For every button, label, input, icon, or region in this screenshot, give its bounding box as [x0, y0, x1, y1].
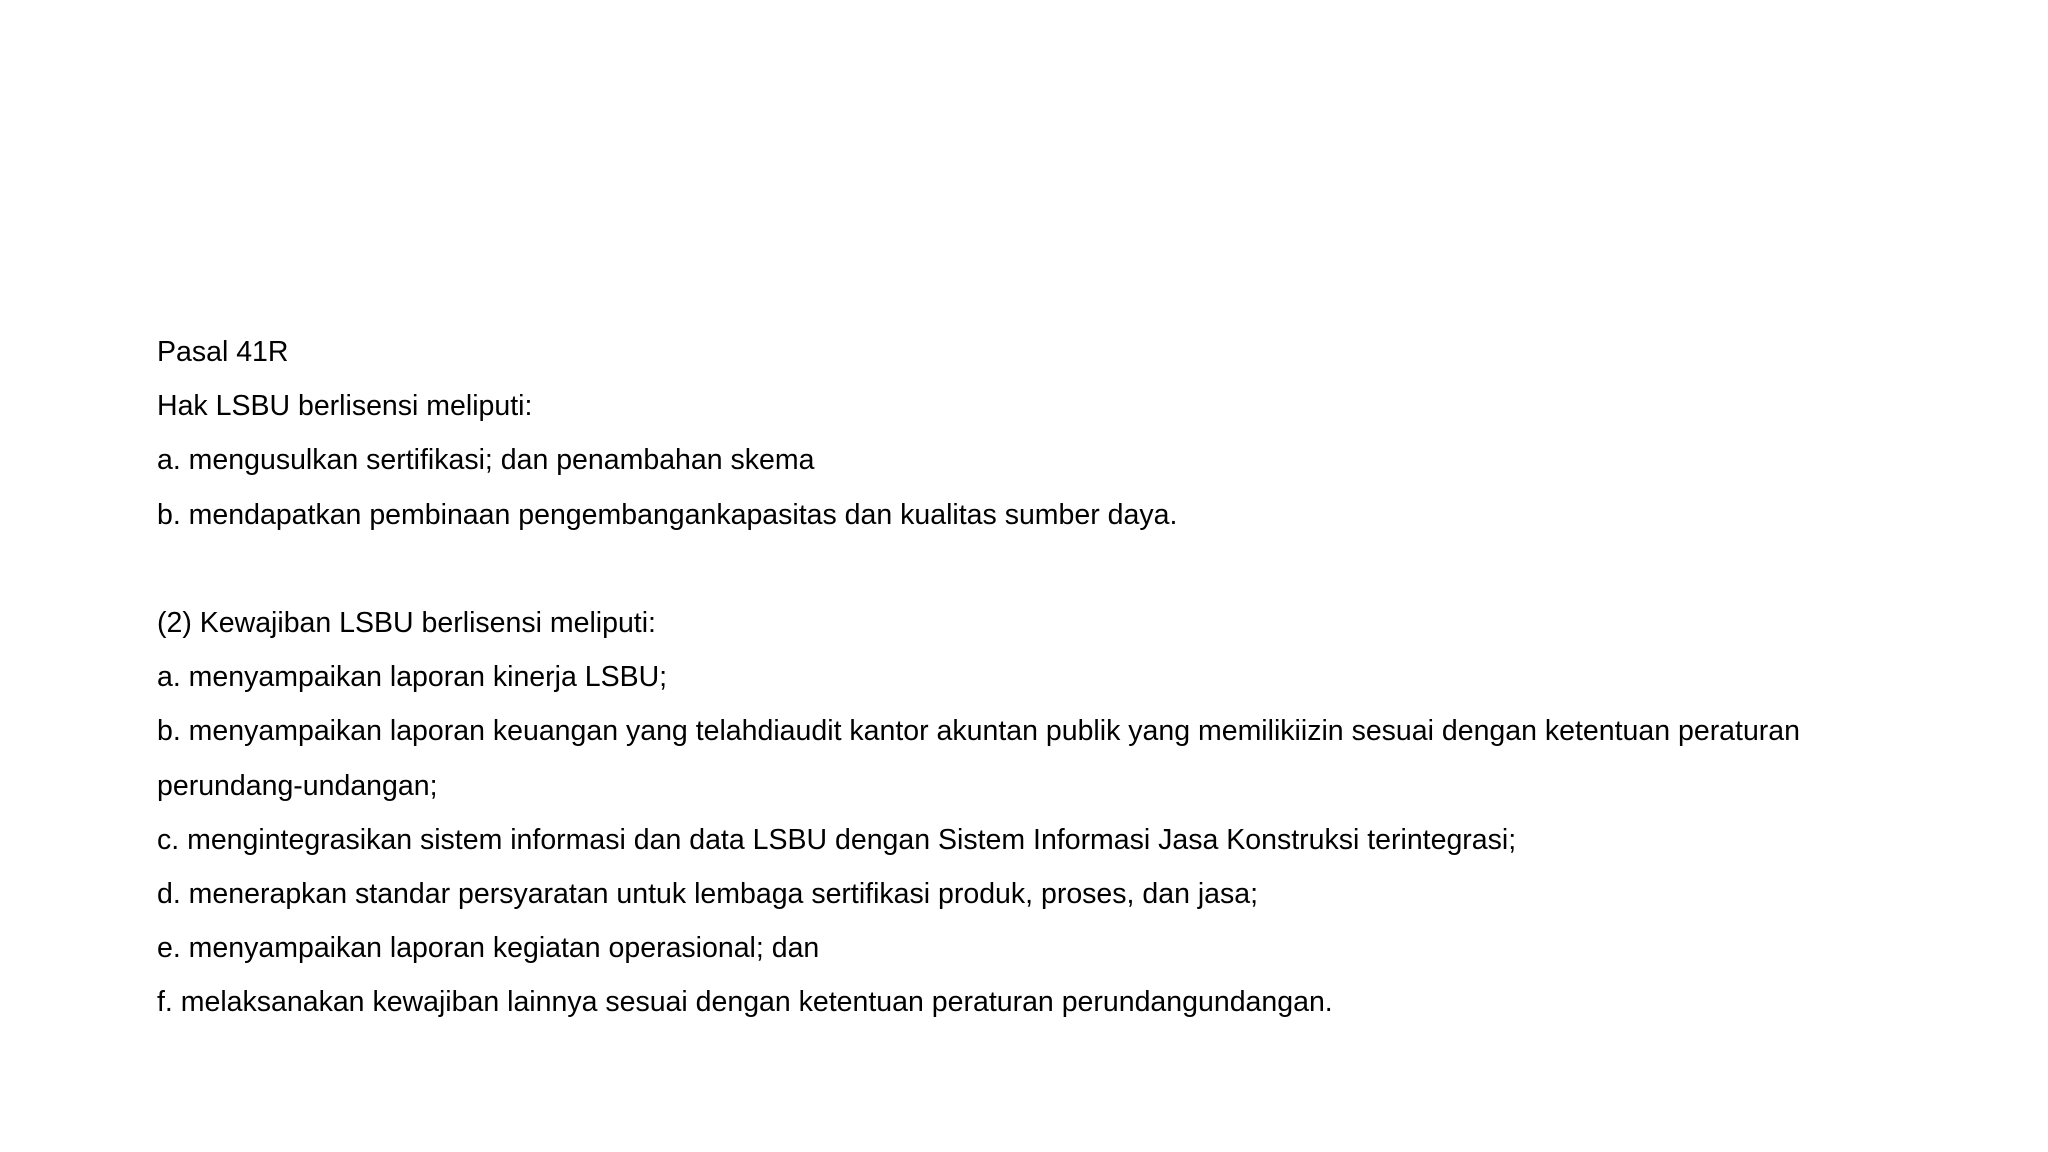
obligations-intro: (2) Kewajiban LSBU berlisensi meliputi: — [157, 607, 656, 639]
paragraph-spacer — [157, 542, 1957, 596]
obligations-item-d: d. menerapkan standar persyaratan untuk lembaga sertifikasi produk, proses, dan jasa; — [157, 878, 1259, 911]
article-heading: Pasal 41R — [157, 336, 289, 368]
rights-item-b: b. mendapatkan pembinaan pengembangankapasitas dan kualitas sumber daya. — [157, 498, 1178, 531]
obligations-item-b: b. menyampaikan laporan keuangan yang telahdiaudit kantor akuntan publik yang memilikiizin sesuai dengan ketentuan peraturan perundang-undangan; — [157, 715, 1800, 802]
rights-item-a: a. mengusulkan sertifikasi; dan penambahan skema — [157, 444, 815, 477]
document-body — [157, 325, 1957, 1030]
obligations-item-a: a. menyampaikan laporan kinerja LSBU; — [157, 661, 668, 694]
obligations-item-f: f. melaksanakan kewajiban lainnya sesuai dengan ketentuan peraturan perundangundangan. — [157, 986, 1333, 1019]
obligations-item-c: c. mengintegrasikan sistem informasi dan data LSBU dengan Sistem Informasi Jasa Konstruksi terintegrasi; — [157, 823, 1517, 856]
rights-intro: Hak LSBU berlisensi meliputi: — [157, 390, 533, 423]
obligations-item-e: e. menyampaikan laporan kegiatan operasional; dan — [157, 932, 820, 965]
